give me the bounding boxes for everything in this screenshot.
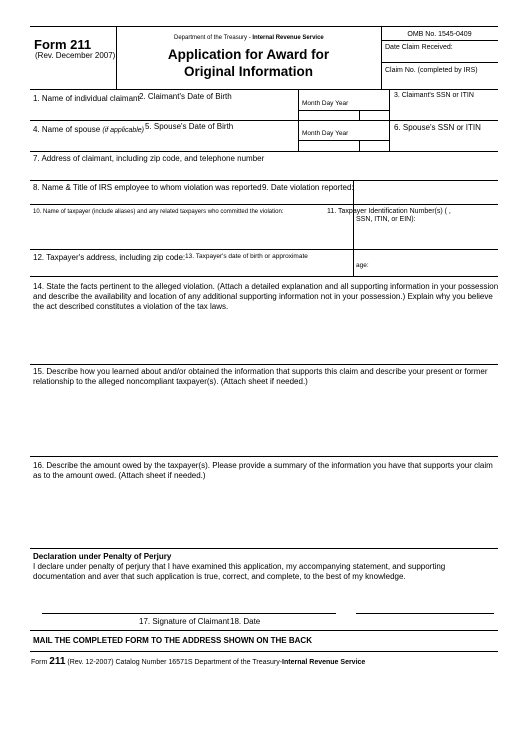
claimant-name-field[interactable]	[31, 105, 136, 119]
taxpayer-tin-field[interactable]	[355, 226, 497, 248]
field-2-label: 2. Claimant's Date of Birth	[139, 92, 232, 101]
declaration-heading: Declaration under Penalty of Perjury	[33, 552, 172, 561]
field-8-label: 8. Name & Title of IRS employee to whom violation was reported	[33, 183, 262, 192]
omb-number: OMB No. 1545-0409	[407, 31, 472, 38]
field-14-label: 14. State the facts pertinent to the alleged violation. (Attach a detailed explanation and all supporting information in your possession and describe the availability and location of any additional supporting information not in your possession.) Explain why you believe the act described constitutes a violation of the tax laws.	[33, 282, 499, 311]
department-prefix: Department of the Treasury -	[174, 35, 253, 41]
claimant-ssn-field[interactable]	[390, 101, 497, 119]
footer-catalog: (Rev. 12-2007) Catalog Number 16571S Department of the Treasury-	[67, 659, 283, 666]
field-16-label: 16. Describe the amount owed by the taxpayer(s). Please provide a summary of the information you have that supports your claim as to the amount owed. (Attach sheet if needed.)	[33, 461, 493, 480]
field-13-label: 13. Taxpayer's date of birth or approximate	[185, 253, 308, 260]
spouse-dob-field[interactable]	[299, 141, 388, 150]
signature-field[interactable]	[42, 596, 336, 612]
facts-field[interactable]	[31, 314, 497, 363]
footer-form-number: 211	[49, 656, 66, 667]
field-11-label-line1: 11. Taxpayer Identification Number(s) ( ,	[327, 208, 451, 215]
department-irs: Internal Revenue Service	[252, 35, 324, 41]
date-claim-received-label: Date Claim Received:	[385, 44, 453, 51]
form-number: Form 211	[34, 37, 92, 52]
relationship-field[interactable]	[31, 388, 497, 455]
form-title-line2: Original Information	[183, 64, 313, 79]
revision-date: (Rev. December 2007)	[35, 51, 116, 60]
field-3-label: 3. Claimant's SSN or ITIN	[394, 92, 474, 99]
field-10-label: 10. Name of taxpayer (include aliases) and any related taxpayers who committed the violation:	[33, 209, 284, 215]
field-4-label	[33, 126, 144, 134]
mail-instruction: MAIL THE COMPLETED FORM TO THE ADDRESS SHOWN ON THE BACK	[33, 636, 312, 645]
field-4-main: 4. Name of spouse	[33, 125, 103, 134]
field-13-age: age:	[356, 262, 369, 269]
taxpayer-name-field[interactable]	[31, 220, 351, 248]
field-5-label: 5. Spouse's Date of Birth	[145, 122, 234, 131]
field-12-label: 12. Taxpayer's address, including zip code:	[33, 253, 186, 262]
field-9-label: 9. Date violation reported:	[262, 183, 354, 192]
field-2-mdy: Month Day Year	[302, 100, 349, 107]
spouse-ssn-field[interactable]	[390, 134, 497, 150]
field-1-label: 1. Name of individual claimant	[33, 94, 140, 103]
claim-number-label: Claim No. (completed by IRS)	[385, 67, 478, 74]
field-18-label: 18. Date	[230, 617, 261, 626]
claimant-dob-field[interactable]	[299, 111, 388, 120]
field-15-label: 15. Describe how you learned about and/or obtained the information that supports this claim and describe your present or former relationship to the alleged noncompliant taxpayer(s). (Attach sheet if needed.)	[33, 367, 488, 386]
field-5-mdy: Month Day Year	[302, 130, 349, 137]
field-6-label: 6. Spouse's SSN or ITIN	[394, 123, 481, 132]
field-7-label: 7. Address of claimant, including zip code, and telephone number	[33, 154, 265, 163]
department-line	[174, 35, 324, 41]
form-title-line1: Application for Award for	[167, 47, 330, 62]
footer-irs: Internal Revenue Service	[282, 659, 366, 666]
irs-employee-field[interactable]	[31, 193, 351, 203]
spouse-name-field[interactable]	[31, 136, 141, 150]
footer	[31, 657, 365, 667]
amount-owed-field[interactable]	[31, 482, 497, 547]
field-4-italic: (if applicable)	[102, 127, 145, 134]
taxpayer-address-field[interactable]	[31, 264, 351, 275]
violation-date-field[interactable]	[355, 182, 497, 203]
claimant-address-field[interactable]	[31, 165, 497, 179]
field-11-label-line2: SSN, ITIN, or EIN):	[356, 216, 416, 223]
declaration-text: I declare under penalty of perjury that I have examined this application, my accompanying statement, and supporting documentation and aver that such application is true, correct, and complete, to the best of my knowledge.	[33, 562, 446, 581]
footer-form-word: Form	[31, 659, 48, 666]
signature-date-field[interactable]	[356, 596, 494, 612]
field-17-label: 17. Signature of Claimant	[139, 617, 230, 626]
taxpayer-age-field[interactable]	[371, 260, 497, 275]
